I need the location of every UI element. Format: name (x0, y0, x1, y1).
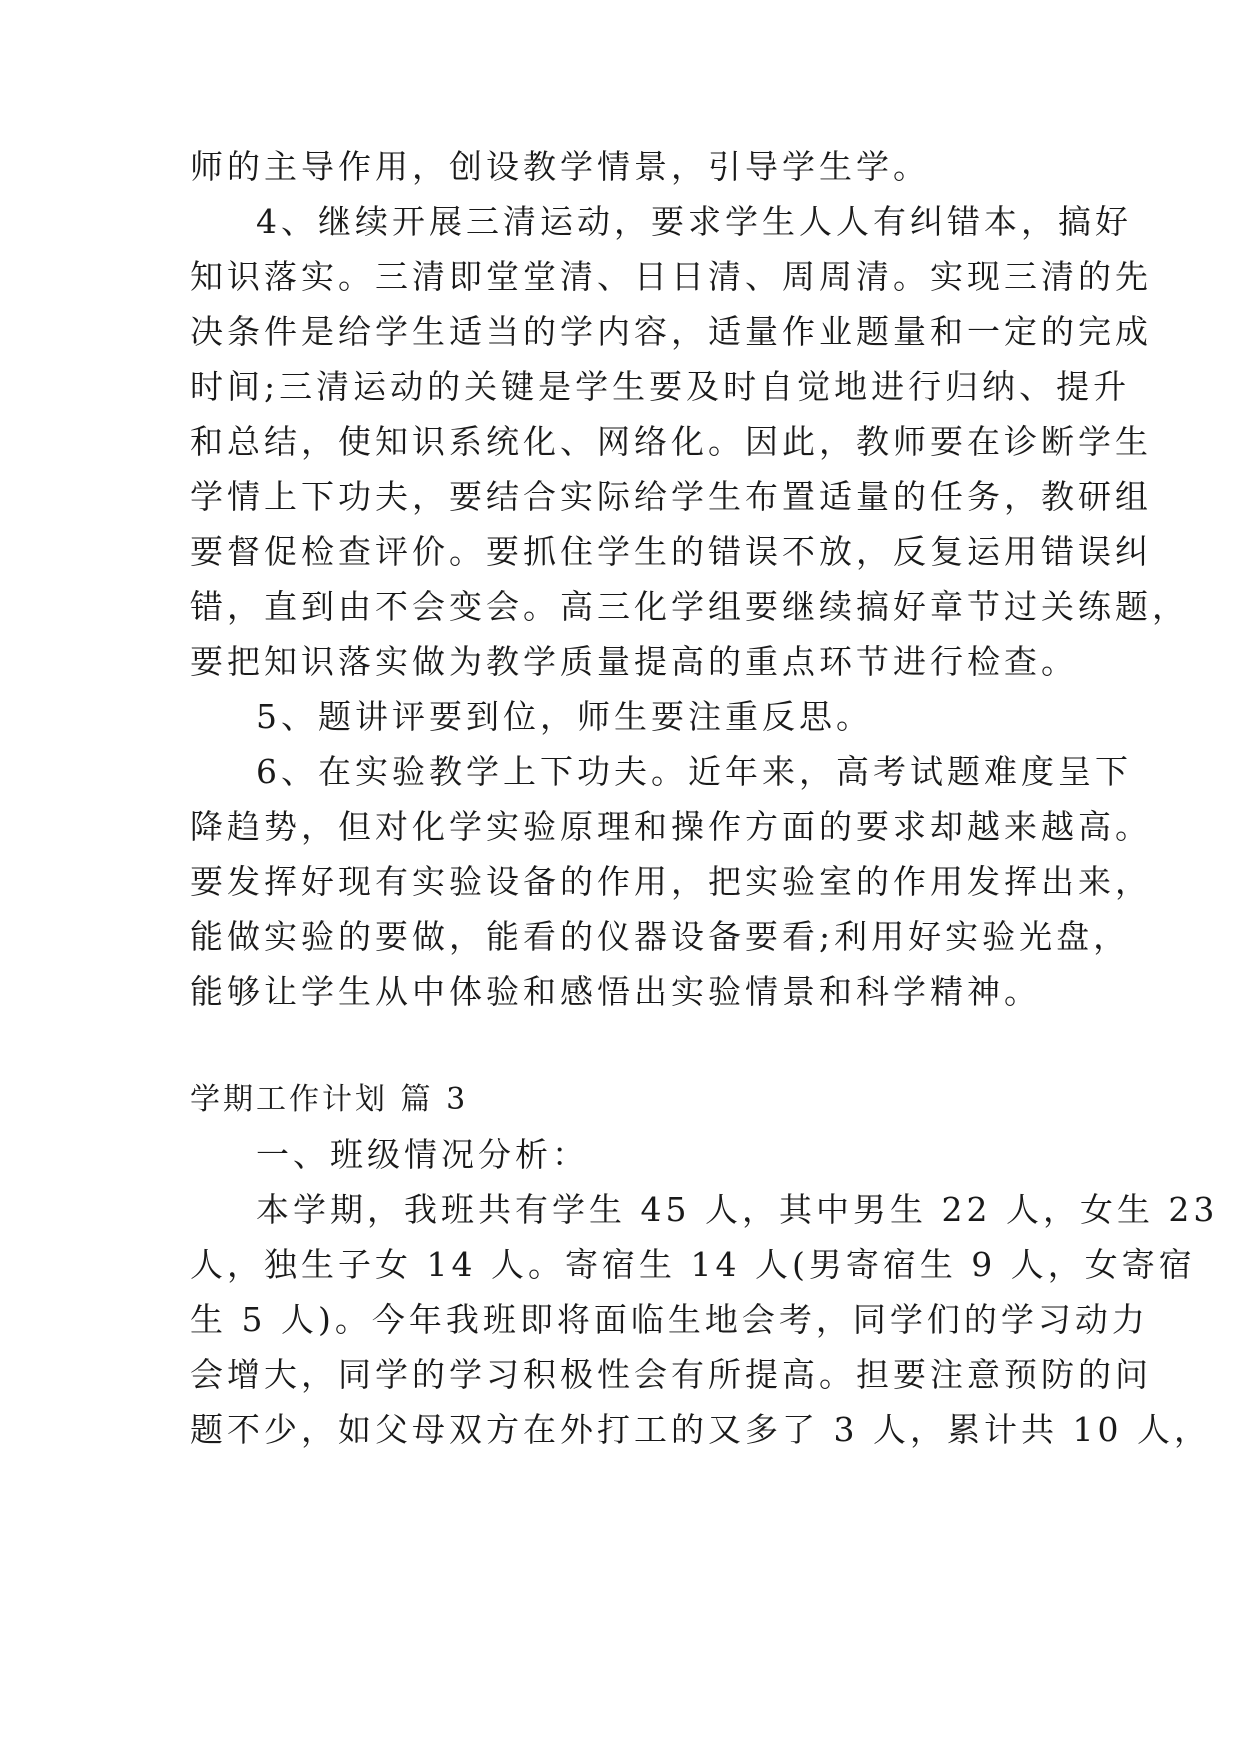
paragraph-line: 错，直到由不会变会。高三化学组要继续搞好章节过关练题， (190, 587, 1189, 626)
paragraph-line: 知识落实。三清即堂堂清、日日清、周周清。实现三清的先 (190, 257, 1152, 296)
paragraph-line: 题不少，如父母双方在外打工的又多了 3 人，累计共 10 人， (190, 1410, 1211, 1449)
paragraph-line: 要把知识落实做为教学质量提高的重点环节进行检查。 (190, 642, 1078, 681)
paragraph-line: 决条件是给学生适当的学内容，适量作业题量和一定的完成 (190, 312, 1152, 351)
paragraph-line: 人，独生子女 14 人。寄宿生 14 人(男寄宿生 9 人，女寄宿 (190, 1245, 1196, 1284)
paragraph-line: 降趋势，但对化学实验原理和操作方面的要求却越来越高。 (190, 807, 1152, 846)
paragraph-line: 生 5 人)。今年我班即将面临生地会考，同学们的学习动力 (190, 1300, 1149, 1339)
paragraph-line: 能做实验的要做，能看的仪器设备要看;利用好实验光盘， (190, 917, 1131, 956)
paragraph-line: 会增大，同学的学习积极性会有所提高。担要注意预防的问 (190, 1355, 1152, 1394)
paragraph-line: 能够让学生从中体验和感悟出实验情景和科学精神。 (190, 972, 1041, 1011)
paragraph-line: 和总结，使知识系统化、网络化。因此，教师要在诊断学生 (190, 422, 1152, 461)
section-heading: 学期工作计划 篇 3 (190, 1082, 469, 1117)
paragraph-line: 一、班级情况分析： (256, 1135, 589, 1174)
paragraph-line: 要督促检查评价。要抓住学生的错误不放，反复运用错误纠 (190, 532, 1152, 571)
paragraph-line: 学情上下功夫，要结合实际给学生布置适量的任务，教研组 (190, 477, 1152, 516)
paragraph-line: 时间;三清运动的关键是学生要及时自觉地进行归纳、提升 (190, 367, 1131, 406)
paragraph-line: 5、题讲评要到位，师生要注重反思。 (256, 697, 873, 736)
paragraph-line: 6、在实验教学上下功夫。近年来，高考试题难度呈下 (256, 752, 1132, 791)
paragraph-line: 4、继续开展三清运动，要求学生人人有纠错本，搞好 (256, 202, 1132, 241)
paragraph-line: 要发挥好现有实验设备的作用，把实验室的作用发挥出来， (190, 862, 1152, 901)
paragraph-line: 本学期，我班共有学生 45 人，其中男生 22 人，女生 23 (256, 1190, 1219, 1229)
paragraph-line: 师的主导作用，创设教学情景，引导学生学。 (190, 147, 930, 186)
